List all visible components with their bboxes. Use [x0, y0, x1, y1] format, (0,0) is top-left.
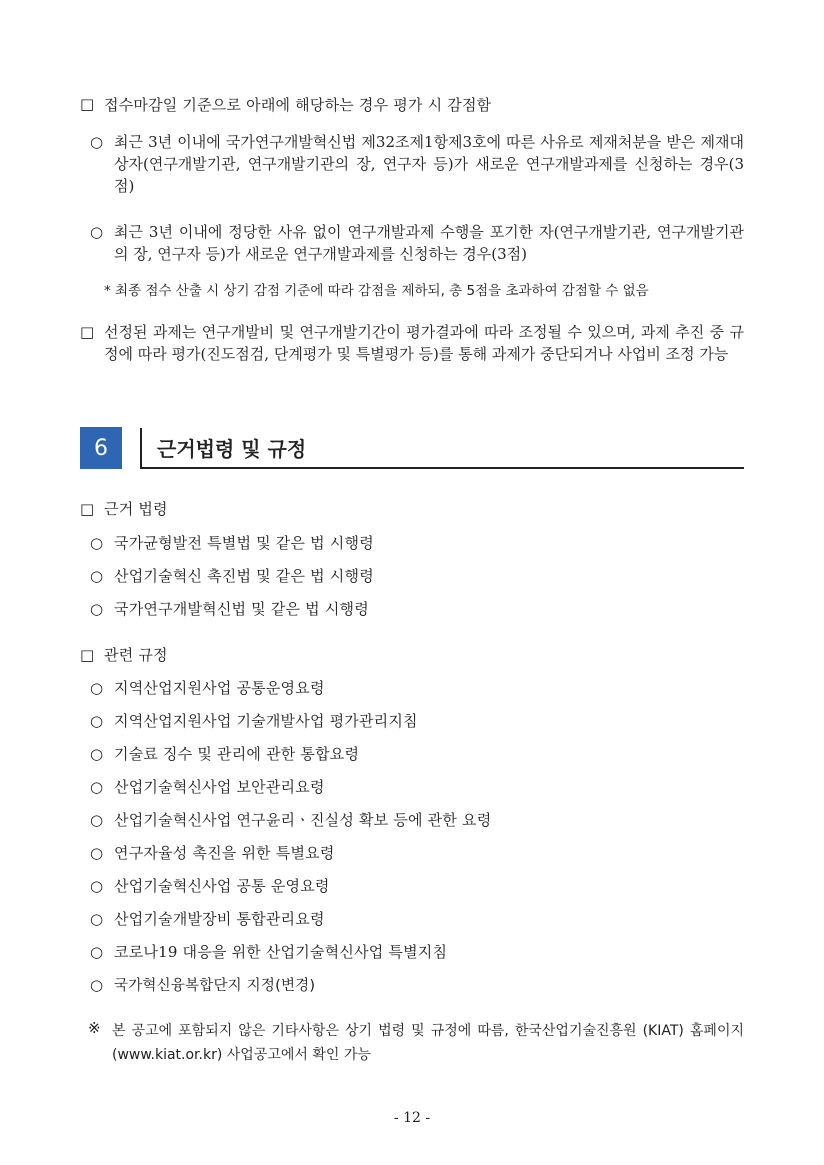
section-underline: [140, 467, 744, 469]
rules-heading: 관련 규정: [104, 646, 168, 664]
square-bullet-icon: □: [80, 95, 95, 113]
footnote: 본 공고에 포함되지 않은 기타사항은 상기 법령 및 규정에 따름, 한국산업기술진흥원 (KIAT) 홈페이지(www.kiat.or.kr) 사업공고에서 확인 가능: [112, 1023, 744, 1063]
rule-item: 지역산업지원사업 공통운영요령: [114, 679, 325, 697]
circle-bullet-icon: ○: [90, 679, 104, 697]
laws-heading: 근거 법령: [104, 500, 168, 518]
circle-bullet-icon: ○: [90, 976, 104, 994]
law-item: 산업기술혁신 촉진법 및 같은 법 시행령: [114, 567, 374, 585]
reference-mark-icon: ※: [88, 1019, 101, 1037]
deduction-heading: 접수마감일 기준으로 아래에 해당하는 경우 평가 시 감점함: [104, 96, 492, 114]
section-number-badge: 6: [80, 427, 122, 469]
circle-bullet-icon: ○: [90, 223, 104, 241]
rule-item: 국가혁신융복합단지 지정(변경): [114, 978, 316, 994]
section-divider: [140, 428, 142, 468]
circle-bullet-icon: ○: [90, 778, 104, 796]
circle-bullet-icon: ○: [90, 712, 104, 730]
section-title: 근거법령 및 규정: [157, 437, 307, 461]
law-item: 국가연구개발혁신법 및 같은 법 시행령: [114, 600, 369, 618]
square-bullet-icon: □: [80, 646, 95, 664]
adjustment-paragraph: 선정된 과제는 연구개발비 및 연구개발기간이 평가결과에 따라 조정될 수 있으며, 과제 추진 중 규정에 따라 평가(진도점검, 단계평가 및 특별평가 등)를 통해 과제가 중단되거나 사업비 조정 가능: [104, 323, 744, 363]
circle-bullet-icon: ○: [90, 844, 104, 862]
law-item: 국가균형발전 특별법 및 같은 법 시행령: [114, 534, 374, 552]
circle-bullet-icon: ○: [90, 910, 104, 928]
deduction-item: 최근 3년 이내에 정당한 사유 없이 연구개발과제 수행을 포기한 자(연구개발기관, 연구개발기관의 장, 연구자 등)가 새로운 연구개발과제를 신청하는 경우(3점): [114, 223, 744, 263]
square-bullet-icon: □: [80, 323, 95, 341]
circle-bullet-icon: ○: [90, 877, 104, 895]
rule-item: 산업기술혁신사업 공통 운영요령: [114, 877, 330, 895]
rule-item: 코로나19 대응을 위한 산업기술혁신사업 특별지침: [114, 943, 448, 961]
rule-item: 산업기술개발장비 통합관리요령: [114, 910, 325, 928]
rule-item: 기술료 징수 및 관리에 관한 통합요령: [114, 745, 360, 763]
rule-item: 산업기술혁신사업 보안관리요령: [114, 778, 325, 796]
circle-bullet-icon: ○: [90, 943, 104, 961]
circle-bullet-icon: ○: [90, 600, 104, 618]
rule-item: 지역산업지원사업 기술개발사업 평가관리지침: [114, 712, 418, 730]
rule-item: 산업기술혁신사업 연구윤리ㆍ진실성 확보 등에 관한 요령: [114, 811, 492, 829]
square-bullet-icon: □: [80, 500, 95, 518]
deduction-item: 최근 3년 이내에 국가연구개발혁신법 제32조제1항제3호에 따른 사유로 제재처분을 받은 제재대상자(연구개발기관, 연구개발기관의 장, 연구자 등)가 새로운 연구개발과제를 신청하는 경우(3점): [114, 133, 744, 195]
page-number: - 12 -: [393, 1110, 431, 1126]
circle-bullet-icon: ○: [90, 133, 104, 151]
circle-bullet-icon: ○: [90, 745, 104, 763]
circle-bullet-icon: ○: [90, 811, 104, 829]
circle-bullet-icon: ○: [90, 567, 104, 585]
deduction-note: * 최종 점수 산출 시 상기 감점 기준에 따라 감점을 제하되, 총 5점을 초과하여 감점할 수 없음: [104, 283, 649, 299]
rule-item: 연구자율성 촉진을 위한 특별요령: [114, 844, 335, 862]
circle-bullet-icon: ○: [90, 534, 104, 552]
